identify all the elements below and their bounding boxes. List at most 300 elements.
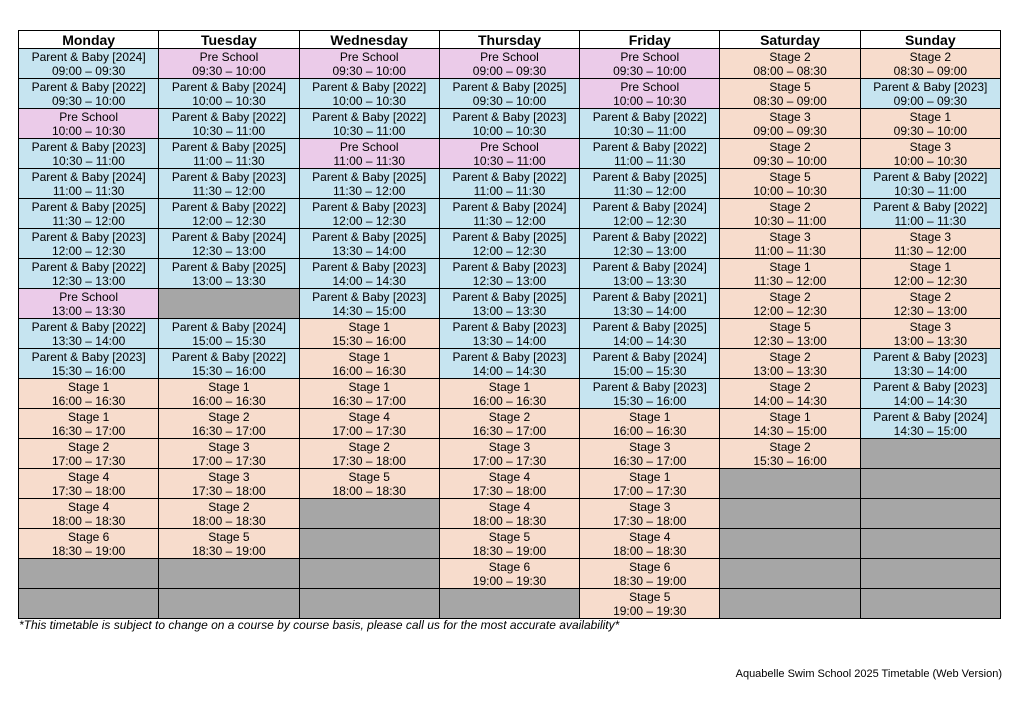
class-slot-cell	[299, 169, 439, 199]
class-time: 09:00 – 09:30	[51, 63, 126, 78]
class-name: Stage 5	[208, 529, 250, 544]
class-slot-cell	[580, 559, 720, 589]
class-name: Stage 2	[67, 439, 110, 454]
class-slot-cell	[720, 289, 860, 319]
table-row	[19, 559, 1001, 589]
class-slot-cell	[439, 289, 579, 319]
class-name: Parent & Baby [2024]	[31, 169, 146, 184]
class-name: Stage 5	[769, 169, 811, 184]
class-time: 14:30 – 15:00	[332, 303, 406, 318]
class-name: Stage 1	[769, 259, 811, 274]
class-time: 10:30 – 11:00	[894, 183, 967, 198]
class-name: Parent & Baby [2025]	[592, 319, 707, 334]
class-name: Stage 1	[348, 319, 390, 334]
class-slot-cell	[159, 259, 299, 289]
class-time: 09:30 – 10:00	[192, 63, 266, 78]
class-name: Parent & Baby [2025]	[171, 139, 286, 154]
class-name: Stage 3	[208, 469, 250, 484]
empty-slot-cell	[159, 559, 299, 589]
class-time: 09:00 – 09:30	[893, 93, 968, 108]
class-slot-cell	[439, 409, 579, 439]
class-name: Stage 3	[488, 439, 531, 454]
class-time: 13:00 – 13:30	[613, 273, 687, 288]
class-name: Parent & Baby [2025]	[452, 289, 567, 304]
class-time: 11:00 – 11:30	[333, 153, 406, 168]
class-time: 13:00 – 13:30	[472, 303, 547, 318]
class-name: Pre School	[480, 139, 539, 154]
class-name: Parent & Baby [2022]	[171, 199, 286, 214]
class-time: 18:00 – 18:30	[51, 513, 126, 528]
class-slot-cell	[159, 49, 299, 79]
class-slot-cell	[580, 589, 720, 619]
class-time: 11:00 – 11:30	[894, 213, 967, 228]
class-slot-cell	[860, 409, 1000, 439]
class-name: Stage 2	[769, 349, 811, 364]
class-time: 12:30 – 13:00	[472, 273, 547, 288]
class-name: Parent & Baby [2023]	[171, 169, 286, 184]
class-time: 16:30 – 17:00	[332, 393, 406, 408]
class-time: 12:00 – 12:30	[753, 303, 827, 318]
class-name: Stage 3	[769, 109, 811, 124]
class-time: 10:00 – 10:30	[472, 123, 547, 138]
class-time: 15:00 – 15:30	[192, 333, 266, 348]
class-slot-cell	[19, 349, 159, 379]
class-slot-cell	[439, 79, 579, 109]
class-time: 13:30 – 14:00	[893, 363, 968, 378]
empty-slot-cell	[860, 469, 1000, 499]
class-name: Stage 1	[348, 349, 390, 364]
class-time: 11:00 – 11:30	[754, 243, 826, 258]
class-time: 19:00 – 19:30	[472, 573, 547, 588]
table-row	[19, 319, 1001, 349]
class-time: 13:00 – 13:30	[753, 363, 827, 378]
class-time: 14:00 – 14:30	[332, 273, 406, 288]
empty-slot-cell	[19, 559, 159, 589]
class-slot-cell	[299, 109, 439, 139]
table-row	[19, 49, 1001, 79]
class-slot-cell	[299, 319, 439, 349]
class-time: 15:30 – 16:00	[753, 453, 827, 468]
class-time: 13:00 – 13:30	[192, 273, 266, 288]
class-name: Pre School	[199, 49, 259, 64]
class-time: 13:30 – 14:00	[51, 333, 126, 348]
class-name: Parent & Baby [2024]	[592, 259, 707, 274]
class-slot-cell	[720, 139, 860, 169]
class-slot-cell	[19, 499, 159, 529]
class-name: Parent & Baby [2022]	[171, 349, 286, 364]
class-slot-cell	[159, 349, 299, 379]
class-slot-cell	[860, 289, 1000, 319]
class-name: Pre School	[59, 109, 118, 124]
class-slot-cell	[159, 79, 299, 109]
class-name: Stage 5	[348, 469, 390, 484]
class-slot-cell	[159, 439, 299, 469]
class-slot-cell	[580, 529, 720, 559]
class-name: Stage 5	[488, 529, 531, 544]
class-name: Parent & Baby [2024]	[592, 349, 707, 364]
class-slot-cell	[860, 49, 1000, 79]
class-slot-cell	[299, 409, 439, 439]
class-slot-cell	[580, 49, 720, 79]
class-slot-cell	[439, 559, 579, 589]
class-name: Stage 1	[488, 379, 531, 394]
class-slot-cell	[580, 139, 720, 169]
class-time: 14:00 – 14:30	[753, 393, 827, 408]
class-time: 09:30 – 10:00	[51, 93, 126, 108]
day-header-thursday: Thursday	[439, 31, 579, 49]
class-slot-cell	[19, 199, 159, 229]
class-slot-cell	[860, 259, 1000, 289]
class-time: 09:30 – 10:00	[753, 153, 827, 168]
class-time: 11:30 – 12:00	[52, 213, 125, 228]
class-name: Pre School	[620, 79, 680, 94]
class-slot-cell	[580, 409, 720, 439]
class-slot-cell	[439, 169, 579, 199]
class-name: Parent & Baby [2024]	[873, 409, 988, 424]
class-time: 09:30 – 10:00	[893, 123, 968, 138]
class-slot-cell	[159, 139, 299, 169]
class-name: Stage 6	[629, 559, 671, 574]
class-slot-cell	[439, 349, 579, 379]
class-slot-cell	[580, 109, 720, 139]
class-slot-cell	[580, 469, 720, 499]
class-slot-cell	[860, 199, 1000, 229]
class-slot-cell	[19, 259, 159, 289]
class-slot-cell	[299, 199, 439, 229]
class-time: 16:00 – 16:30	[192, 393, 266, 408]
empty-slot-cell	[720, 559, 860, 589]
class-name: Parent & Baby [2022]	[452, 169, 567, 184]
class-time: 15:30 – 16:00	[332, 333, 406, 348]
class-name: Stage 4	[629, 529, 671, 544]
day-header-saturday: Saturday	[720, 31, 860, 49]
class-time: 18:30 – 19:00	[472, 543, 547, 558]
class-name: Stage 6	[488, 559, 531, 574]
table-row	[19, 529, 1001, 559]
class-slot-cell	[299, 259, 439, 289]
class-slot-cell	[159, 169, 299, 199]
class-slot-cell	[720, 109, 860, 139]
class-name: Parent & Baby [2023]	[592, 379, 707, 394]
class-name: Parent & Baby [2025]	[592, 169, 707, 184]
class-time: 11:30 – 12:00	[894, 243, 967, 258]
class-slot-cell	[720, 379, 860, 409]
day-header-monday: Monday	[19, 31, 159, 49]
class-time: 12:00 – 12:30	[332, 213, 406, 228]
class-name: Stage 2	[769, 139, 811, 154]
table-row	[19, 439, 1001, 469]
class-time: 10:00 – 10:30	[332, 93, 406, 108]
empty-slot-cell	[159, 589, 299, 619]
class-time: 17:30 – 18:00	[332, 453, 406, 468]
class-slot-cell	[439, 529, 579, 559]
class-time: 12:30 – 13:00	[192, 243, 266, 258]
class-slot-cell	[439, 499, 579, 529]
class-name: Parent & Baby [2023]	[452, 109, 567, 124]
class-slot-cell	[159, 529, 299, 559]
class-name: Stage 2	[909, 289, 952, 304]
class-time: 10:30 – 11:00	[192, 123, 266, 138]
table-row	[19, 589, 1001, 619]
class-slot-cell	[439, 379, 579, 409]
class-slot-cell	[19, 49, 159, 79]
class-slot-cell	[720, 49, 860, 79]
class-slot-cell	[439, 319, 579, 349]
class-time: 10:00 – 10:30	[893, 153, 968, 168]
table-row	[19, 109, 1001, 139]
class-time: 18:30 – 19:00	[192, 543, 266, 558]
class-name: Parent & Baby [2022]	[592, 229, 707, 244]
class-name: Stage 2	[769, 439, 811, 454]
class-time: 16:30 – 17:00	[613, 453, 687, 468]
class-name: Parent & Baby [2023]	[312, 199, 427, 214]
empty-slot-cell	[720, 529, 860, 559]
class-time: 13:30 – 14:00	[332, 243, 406, 258]
class-name: Parent & Baby [2022]	[592, 139, 707, 154]
timetable-body	[19, 49, 1001, 619]
class-name: Stage 2	[769, 379, 811, 394]
class-slot-cell	[439, 469, 579, 499]
class-time: 17:00 – 17:30	[613, 483, 687, 498]
class-name: Parent & Baby [2023]	[452, 259, 567, 274]
class-name: Parent & Baby [2022]	[312, 109, 427, 124]
class-name: Stage 1	[67, 409, 110, 424]
table-row	[19, 499, 1001, 529]
empty-slot-cell	[720, 469, 860, 499]
class-slot-cell	[720, 319, 860, 349]
class-name: Parent & Baby [2022]	[31, 319, 146, 334]
class-time: 08:30 – 09:00	[893, 63, 968, 78]
class-time: 10:00 – 10:30	[192, 93, 266, 108]
class-name: Stage 2	[488, 409, 531, 424]
class-name: Parent & Baby [2023]	[873, 79, 988, 94]
class-slot-cell	[159, 499, 299, 529]
class-time: 14:00 – 14:30	[472, 363, 547, 378]
class-time: 11:30 – 12:00	[613, 183, 687, 198]
table-row	[19, 259, 1001, 289]
class-name: Parent & Baby [2023]	[31, 139, 146, 154]
class-time: 18:00 – 18:30	[192, 513, 266, 528]
class-name: Stage 1	[909, 109, 952, 124]
class-time: 10:00 – 10:30	[753, 183, 827, 198]
class-slot-cell	[580, 169, 720, 199]
class-slot-cell	[860, 169, 1000, 199]
class-time: 14:30 – 15:00	[893, 423, 968, 438]
class-time: 09:30 – 10:00	[613, 63, 687, 78]
footer-title: Aquabelle Swim School 2025 Timetable (Web Version)	[735, 668, 1002, 680]
class-slot-cell	[720, 409, 860, 439]
class-name: Pre School	[339, 49, 399, 64]
class-slot-cell	[580, 229, 720, 259]
class-name: Parent & Baby [2023]	[452, 349, 567, 364]
empty-slot-cell	[159, 289, 299, 319]
class-time: 10:30 – 11:00	[613, 123, 687, 138]
class-time: 16:30 – 17:00	[192, 423, 266, 438]
class-slot-cell	[720, 349, 860, 379]
class-name: Pre School	[620, 49, 680, 64]
class-slot-cell	[720, 259, 860, 289]
class-slot-cell	[19, 409, 159, 439]
class-time: 12:00 – 12:30	[472, 243, 547, 258]
class-time: 13:00 – 13:30	[51, 303, 126, 318]
class-name: Parent & Baby [2023]	[312, 289, 427, 304]
class-name: Stage 1	[769, 409, 811, 424]
class-name: Parent & Baby [2021]	[592, 289, 707, 304]
class-name: Stage 2	[909, 49, 952, 64]
class-slot-cell	[860, 319, 1000, 349]
empty-slot-cell	[860, 529, 1000, 559]
class-slot-cell	[580, 289, 720, 319]
class-name: Stage 3	[208, 439, 250, 454]
table-row	[19, 289, 1001, 319]
class-slot-cell	[720, 79, 860, 109]
class-slot-cell	[19, 79, 159, 109]
table-row	[19, 469, 1001, 499]
class-slot-cell	[19, 469, 159, 499]
class-name: Stage 3	[909, 139, 952, 154]
class-name: Stage 4	[67, 469, 110, 484]
class-time: 15:30 – 16:00	[613, 393, 687, 408]
class-time: 18:30 – 19:00	[613, 573, 687, 588]
class-time: 17:00 – 17:30	[192, 453, 266, 468]
class-name: Parent & Baby [2022]	[592, 109, 707, 124]
class-name: Parent & Baby [2023]	[312, 259, 427, 274]
empty-slot-cell	[299, 589, 439, 619]
class-time: 16:00 – 16:30	[51, 393, 126, 408]
class-time: 12:00 – 12:30	[192, 213, 266, 228]
class-time: 18:00 – 18:30	[613, 543, 687, 558]
class-time: 15:30 – 16:00	[192, 363, 266, 378]
class-name: Parent & Baby [2022]	[873, 199, 988, 214]
class-slot-cell	[299, 79, 439, 109]
class-name: Stage 3	[629, 439, 671, 454]
class-name: Stage 6	[67, 529, 110, 544]
class-name: Stage 2	[769, 49, 811, 64]
footnote: *This timetable is subject to change on a course by course basis, please call us for the most accurate availability*	[19, 618, 620, 632]
class-time: 10:30 – 11:00	[753, 213, 827, 228]
empty-slot-cell	[299, 499, 439, 529]
class-slot-cell	[720, 199, 860, 229]
class-time: 11:30 – 12:00	[753, 273, 827, 288]
class-name: Stage 5	[769, 79, 811, 94]
class-name: Parent & Baby [2022]	[31, 79, 146, 94]
class-name: Stage 3	[769, 229, 811, 244]
class-slot-cell	[299, 49, 439, 79]
class-slot-cell	[299, 289, 439, 319]
empty-slot-cell	[860, 559, 1000, 589]
class-name: Parent & Baby [2022]	[31, 259, 146, 274]
empty-slot-cell	[439, 589, 579, 619]
class-slot-cell	[159, 469, 299, 499]
class-name: Parent & Baby [2023]	[873, 349, 988, 364]
class-time: 11:00 – 11:30	[473, 183, 546, 198]
class-time: 08:00 – 08:30	[753, 63, 827, 78]
class-slot-cell	[439, 109, 579, 139]
table-row	[19, 349, 1001, 379]
class-slot-cell	[19, 289, 159, 319]
class-time: 16:30 – 17:00	[51, 423, 126, 438]
class-name: Stage 1	[909, 259, 952, 274]
table-row	[19, 199, 1001, 229]
class-slot-cell	[299, 469, 439, 499]
class-slot-cell	[580, 499, 720, 529]
class-time: 14:00 – 14:30	[613, 333, 687, 348]
day-header-wednesday: Wednesday	[299, 31, 439, 49]
class-name: Parent & Baby [2024]	[171, 229, 286, 244]
class-time: 18:30 – 19:00	[51, 543, 126, 558]
class-name: Parent & Baby [2023]	[873, 379, 988, 394]
class-slot-cell	[860, 379, 1000, 409]
class-slot-cell	[19, 529, 159, 559]
class-name: Stage 1	[629, 469, 671, 484]
class-time: 17:00 – 17:30	[332, 423, 406, 438]
class-slot-cell	[19, 139, 159, 169]
class-slot-cell	[720, 169, 860, 199]
class-slot-cell	[720, 229, 860, 259]
class-name: Stage 3	[909, 229, 952, 244]
class-name: Parent & Baby [2025]	[312, 169, 427, 184]
class-slot-cell	[19, 169, 159, 199]
class-name: Parent & Baby [2024]	[592, 199, 707, 214]
class-name: Stage 2	[208, 499, 250, 514]
class-name: Stage 2	[348, 439, 390, 454]
class-name: Parent & Baby [2025]	[171, 259, 286, 274]
table-row	[19, 409, 1001, 439]
class-name: Stage 4	[348, 409, 390, 424]
class-slot-cell	[720, 439, 860, 469]
class-slot-cell	[580, 79, 720, 109]
class-slot-cell	[299, 379, 439, 409]
empty-slot-cell	[860, 439, 1000, 469]
table-row	[19, 379, 1001, 409]
class-slot-cell	[19, 439, 159, 469]
class-slot-cell	[299, 349, 439, 379]
class-name: Parent & Baby [2024]	[171, 79, 286, 94]
class-time: 16:00 – 16:30	[613, 423, 687, 438]
class-slot-cell	[19, 229, 159, 259]
class-time: 11:30 – 12:00	[332, 183, 406, 198]
class-time: 13:30 – 14:00	[472, 333, 547, 348]
class-time: 19:00 – 19:30	[613, 603, 687, 618]
class-name: Pre School	[480, 49, 539, 64]
class-name: Stage 3	[909, 319, 952, 334]
class-name: Stage 4	[67, 499, 110, 514]
class-slot-cell	[159, 199, 299, 229]
class-time: 08:30 – 09:00	[753, 93, 827, 108]
class-slot-cell	[439, 139, 579, 169]
class-slot-cell	[439, 49, 579, 79]
class-time: 11:00 – 11:30	[613, 153, 686, 168]
class-name: Stage 1	[348, 379, 390, 394]
table-row	[19, 139, 1001, 169]
class-name: Parent & Baby [2024]	[452, 199, 567, 214]
class-time: 18:00 – 18:30	[472, 513, 547, 528]
table-row	[19, 229, 1001, 259]
class-name: Stage 4	[488, 469, 531, 484]
class-time: 09:30 – 10:00	[332, 63, 406, 78]
class-time: 12:00 – 12:30	[51, 243, 126, 258]
class-slot-cell	[439, 199, 579, 229]
class-slot-cell	[580, 199, 720, 229]
class-time: 11:00 – 11:30	[193, 153, 265, 168]
class-time: 10:30 – 11:00	[52, 153, 125, 168]
class-slot-cell	[860, 139, 1000, 169]
class-slot-cell	[299, 139, 439, 169]
class-name: Parent & Baby [2023]	[31, 229, 146, 244]
class-name: Stage 2	[769, 289, 811, 304]
class-slot-cell	[159, 409, 299, 439]
class-time: 16:00 – 16:30	[472, 393, 547, 408]
